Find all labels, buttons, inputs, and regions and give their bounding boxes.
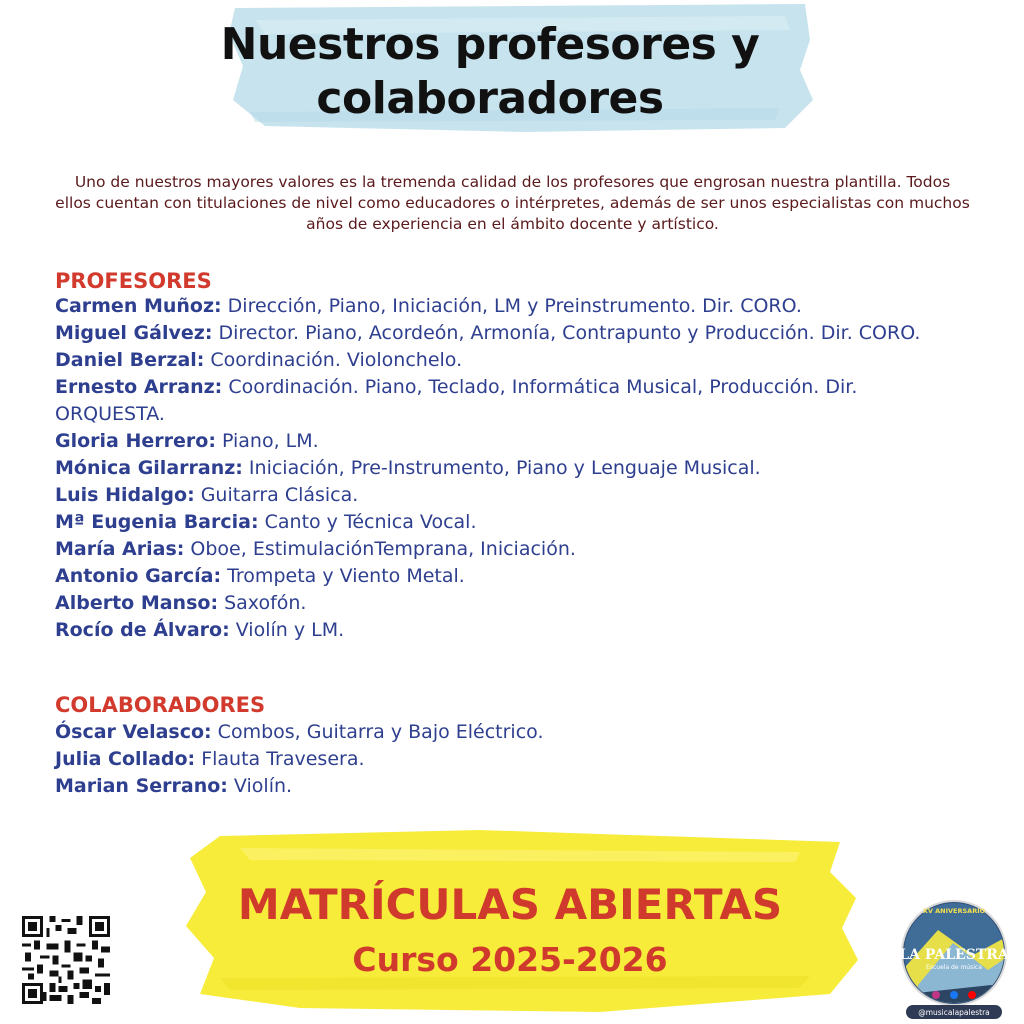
profesor-roles: Trompeta y Viento Metal. — [221, 565, 465, 587]
profesor-name: Antonio García: — [55, 565, 222, 587]
profesor-item — [55, 563, 955, 590]
page-title — [140, 18, 840, 126]
profesores-list — [55, 293, 955, 644]
colaborador-item — [55, 719, 955, 746]
profesor-name: Ernesto Arranz: — [55, 376, 223, 398]
banner-course-year: Curso 2025-2026 — [352, 940, 668, 979]
colaborador-item — [55, 746, 955, 773]
profesor-name: Rocío de Álvaro: — [55, 619, 230, 641]
logo-tagline-text: Escuela de música — [926, 964, 982, 971]
profesor-roles: Coordinación. Violonchelo. — [204, 349, 463, 371]
profesores-heading: PROFESORES — [55, 269, 212, 293]
instagram-icon[interactable] — [932, 991, 940, 999]
profesor-item — [55, 509, 955, 536]
profesor-item — [55, 347, 955, 374]
profesor-name: Mª Eugenia Barcia: — [55, 511, 259, 533]
intro-paragraph: Uno de nuestros mayores valores es la tremenda calidad de los profesores que engrosan nuestra plantilla. Todos ellos cuentan con titulaciones de nivel como educadores o intérpretes, además de ser unos especialistas con muchos años de experiencia en el ámbito docente y artístico. — [55, 173, 970, 233]
banner-enrollment-title: MATRÍCULAS ABIERTAS — [237, 880, 783, 929]
profesor-roles: Violín y LM. — [229, 619, 345, 641]
qr-code-icon[interactable] — [22, 916, 110, 1004]
profesor-name: Alberto Manso: — [55, 592, 219, 614]
colaborador-name: Óscar Velasco: — [55, 721, 212, 743]
profesor-item — [55, 590, 955, 617]
logo-handle-text: @musicalapalestra — [918, 1008, 990, 1017]
profesor-item — [55, 320, 955, 347]
profesor-item — [55, 455, 955, 482]
profesor-name: Miguel Gálvez: — [55, 322, 213, 344]
title-line-1: Nuestros profesores y — [220, 19, 760, 70]
profesor-item — [55, 293, 955, 320]
profesor-roles: Guitarra Clásica. — [194, 484, 359, 506]
profesor-name: María Arias: — [55, 538, 185, 560]
social-icons — [932, 991, 976, 999]
colaborador-roles: Flauta Travesera. — [195, 748, 365, 770]
colaborador-item — [55, 773, 955, 800]
facebook-icon[interactable] — [950, 991, 958, 999]
profesor-name: Luis Hidalgo: — [55, 484, 195, 506]
profesor-roles: Director. Piano, Acordeón, Armonía, Contrapunto y Producción. Dir. CORO. — [212, 322, 921, 344]
profesor-roles: Iniciación, Pre-Instrumento, Piano y Lenguaje Musical. — [242, 457, 761, 479]
profesor-name: Daniel Berzal: — [55, 349, 205, 371]
profesor-name: Mónica Gilarranz: — [55, 457, 243, 479]
profesor-roles: Piano, LM. — [215, 430, 319, 452]
profesor-item — [55, 536, 955, 563]
profesor-name: Gloria Herrero: — [55, 430, 216, 452]
colaborador-roles: Combos, Guitarra y Bajo Eléctrico. — [211, 721, 544, 743]
logo-name-text: LA PALESTRA — [899, 947, 1009, 963]
profesor-item — [55, 374, 955, 428]
colaborador-name: Julia Collado: — [55, 748, 196, 770]
colaborador-name: Marian Serrano: — [55, 775, 228, 797]
la-palestra-logo — [898, 895, 1010, 1021]
logo-anniversary-text: XV ANIVERSARIO — [922, 907, 986, 915]
colaboradores-heading: COLABORADORES — [55, 693, 266, 717]
profesor-item — [55, 428, 955, 455]
colaborador-roles: Violín. — [227, 775, 293, 797]
profesor-roles: Saxofón. — [218, 592, 307, 614]
youtube-icon[interactable] — [968, 991, 976, 999]
title-line-2: colaboradores — [316, 73, 664, 124]
colaboradores-list — [55, 719, 955, 800]
profesor-roles: Oboe, EstimulaciónTemprana, Iniciación. — [184, 538, 576, 560]
profesor-item — [55, 617, 955, 644]
profesor-roles: Canto y Técnica Vocal. — [258, 511, 477, 533]
profesor-roles: Dirección, Piano, Iniciación, LM y Preinstrumento. Dir. CORO. — [221, 295, 802, 317]
profesor-roles: Coordinación. Piano, Teclado, Informática Musical, Producción. Dir. ORQUESTA. — [55, 376, 858, 425]
profesor-item — [55, 482, 955, 509]
profesor-name: Carmen Muñoz: — [55, 295, 222, 317]
